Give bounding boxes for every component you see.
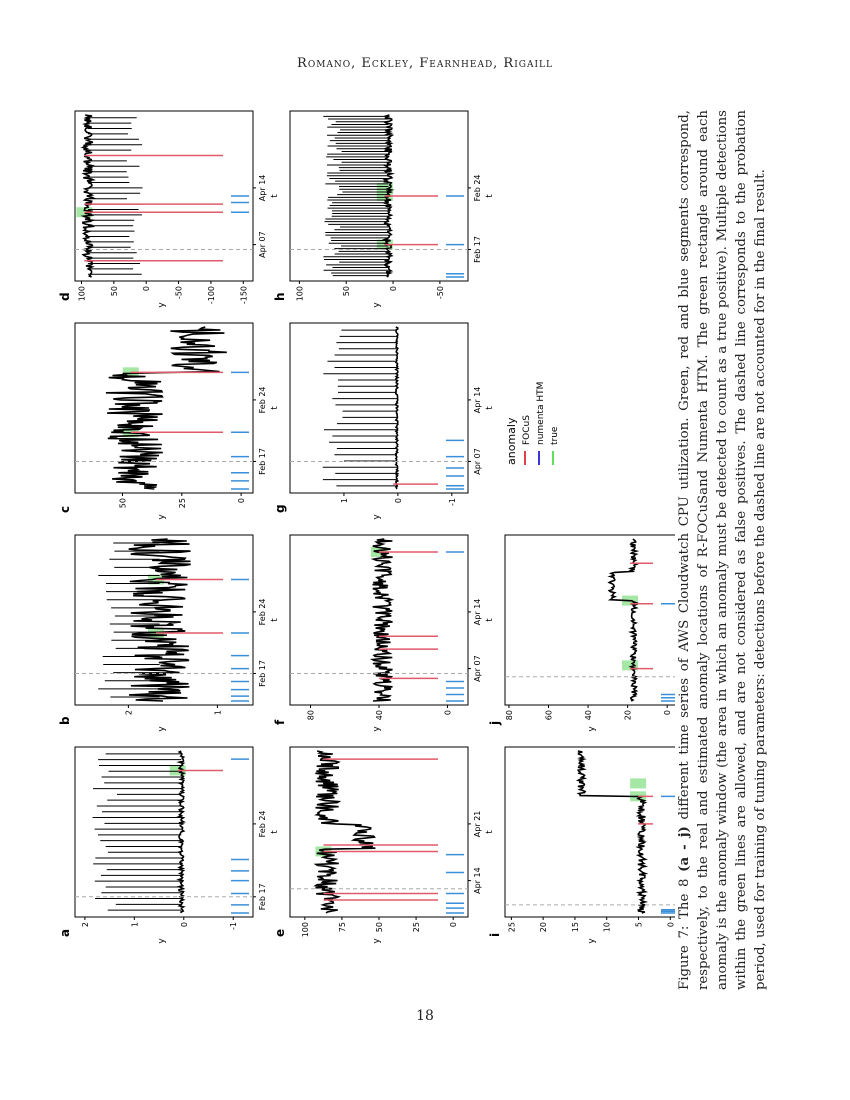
y-tick-label: 50 — [118, 498, 128, 509]
series-line — [106, 327, 227, 489]
y-axis-label: y — [587, 726, 597, 732]
panel-label: d — [58, 292, 72, 301]
y-axis-label: y — [157, 726, 167, 732]
panel-e — [273, 747, 495, 944]
y-tick-label: 0 — [179, 922, 189, 928]
panel-label: h — [273, 292, 287, 301]
y-axis-label: y — [372, 514, 382, 520]
panel-i — [488, 747, 675, 944]
x-tick-label: Feb 24 — [473, 174, 482, 202]
panel-a — [58, 747, 280, 944]
x-axis-label: t — [270, 830, 280, 834]
y-tick-label: 75 — [337, 922, 347, 933]
figure-7-panels — [55, 110, 675, 965]
legend — [505, 382, 560, 465]
x-tick-label: Apr 14 — [473, 386, 482, 414]
x-axis-label: t — [485, 830, 495, 834]
x-axis-label: t — [485, 194, 495, 198]
x-tick-label: Feb 24 — [258, 810, 267, 838]
panel-h — [273, 111, 495, 308]
y-axis-label: y — [587, 938, 597, 944]
x-tick-label: Feb 24 — [258, 386, 267, 414]
panel-label: i — [488, 932, 502, 937]
y-axis-label: y — [372, 938, 382, 944]
x-tick-label: Apr 14 — [258, 174, 267, 202]
y-axis-label: y — [157, 302, 167, 308]
y-axis-label: y — [157, 514, 167, 520]
y-tick-label: 2 — [80, 922, 90, 928]
y-tick-label: -150 — [239, 286, 249, 305]
legend-label: FOCuS — [522, 415, 532, 445]
y-tick-label: 60 — [544, 710, 554, 721]
x-tick-label: Feb 24 — [258, 598, 267, 626]
y-tick-label: 10 — [602, 922, 612, 933]
series-line — [578, 751, 646, 913]
y-tick-label: 0 — [666, 922, 675, 928]
panel-label: g — [273, 504, 287, 513]
rotated-figure-page — [55, 110, 775, 990]
plot-frame — [505, 747, 675, 917]
x-axis-label: t — [485, 618, 495, 622]
panel-label: b — [58, 716, 72, 725]
y-tick-label: 100 — [295, 286, 305, 302]
x-tick-label: Apr 07 — [258, 231, 267, 258]
y-tick-label: 100 — [300, 922, 310, 938]
y-tick-label: 80 — [504, 710, 514, 721]
x-axis-label: t — [270, 194, 280, 198]
figure-caption — [675, 110, 770, 990]
panel-b — [58, 535, 280, 732]
y-tick-label: 100 — [77, 286, 87, 302]
y-tick-label: 50 — [342, 286, 352, 297]
y-tick-label: 5 — [634, 922, 644, 928]
y-tick-label: 50 — [109, 286, 119, 297]
caption-text-post: different time series of AWS Cloudwatch CPU utilization. Green, red and blue segments correspond, respectively, to the real and estimated anomaly locations of R-FOCuSand Numenta HTM. The green rectangle around each anomaly is the anomaly window (the area in which an anomaly must be detected to count as a true positive). Multiple detections within the green lines are allowed, and are not considered as false positives. The dashed line corresponds to the probation period, used for training of tuning parameters: detections before the dashed line are not accounted for in the final result. — [677, 110, 768, 990]
caption-text-pre: The 8 — [677, 871, 692, 926]
panel-c — [58, 323, 280, 520]
y-tick-label: 0 — [237, 498, 247, 504]
series-line — [396, 327, 398, 489]
y-tick-label: 20 — [539, 922, 549, 933]
y-tick-label: 0 — [142, 286, 152, 292]
y-tick-label: 0 — [443, 710, 453, 716]
x-axis-label: t — [270, 406, 280, 410]
caption-bold: (a - j) — [677, 826, 692, 872]
panel-g — [273, 323, 495, 520]
x-axis-label: t — [485, 406, 495, 410]
legend-label: numenta HTM — [536, 381, 546, 445]
y-tick-label: 2 — [124, 710, 134, 716]
x-tick-label: Apr 14 — [473, 867, 482, 894]
y-tick-label: 40 — [375, 710, 384, 721]
x-tick-label: Feb 17 — [258, 883, 267, 911]
y-tick-label: 15 — [570, 922, 580, 933]
legend-label: true — [550, 426, 560, 445]
y-tick-label: 25 — [177, 498, 187, 509]
y-tick-label: 50 — [375, 922, 384, 933]
legend-title: anomaly — [505, 417, 518, 465]
x-tick-label: Apr 07 — [473, 655, 482, 682]
y-tick-label: 25 — [412, 922, 422, 933]
panel-label: f — [273, 719, 287, 725]
panel-label: e — [273, 928, 287, 937]
x-tick-label: Apr 21 — [473, 810, 482, 838]
y-tick-label: 80 — [306, 710, 316, 721]
x-tick-label: Apr 07 — [473, 448, 482, 475]
y-tick-label: 1 — [130, 922, 140, 928]
panel-label: a — [58, 928, 72, 937]
caption-label: Figure 7: — [677, 925, 692, 990]
y-axis-label: y — [372, 726, 382, 732]
plot-frame — [75, 111, 253, 281]
plot-frame — [75, 323, 253, 493]
panel-d — [58, 111, 280, 308]
panel-f — [273, 535, 495, 732]
y-tick-label: 40 — [584, 710, 594, 721]
x-tick-label: Feb 17 — [258, 660, 267, 687]
x-tick-label: Feb 17 — [258, 448, 267, 475]
y-tick-label: 0 — [663, 710, 673, 716]
running-header: Romano, Eckley, Fearnhead, Rigaill — [297, 56, 553, 71]
y-tick-label: -1 — [447, 498, 457, 506]
y-tick-label: -50 — [435, 286, 445, 300]
y-tick-label: 0 — [393, 498, 403, 504]
y-tick-label: 0 — [449, 922, 459, 928]
x-tick-label: Feb 17 — [473, 236, 482, 263]
panel-label: j — [488, 720, 502, 725]
page-number: 18 — [416, 1008, 434, 1024]
series-line — [373, 539, 393, 701]
series-line — [315, 751, 375, 913]
y-tick-label: -1 — [229, 922, 239, 930]
y-tick-label: -100 — [206, 286, 216, 305]
x-tick-label: Apr 14 — [473, 598, 482, 626]
y-tick-label: 1 — [213, 710, 223, 716]
y-tick-label: 20 — [623, 710, 633, 721]
plot-frame — [75, 747, 253, 917]
y-tick-label: 0 — [389, 286, 399, 292]
y-tick-label: 25 — [507, 922, 517, 933]
y-tick-label: -50 — [174, 286, 184, 300]
series-line — [129, 539, 191, 701]
x-axis-label: t — [270, 618, 280, 622]
panel-j — [488, 535, 675, 732]
y-tick-label: 1 — [339, 498, 349, 504]
panel-label: c — [58, 505, 72, 513]
y-axis-label: y — [372, 302, 382, 308]
true-anomaly-window — [630, 778, 646, 788]
plot-frame — [505, 535, 675, 705]
y-axis-label: y — [157, 938, 167, 944]
